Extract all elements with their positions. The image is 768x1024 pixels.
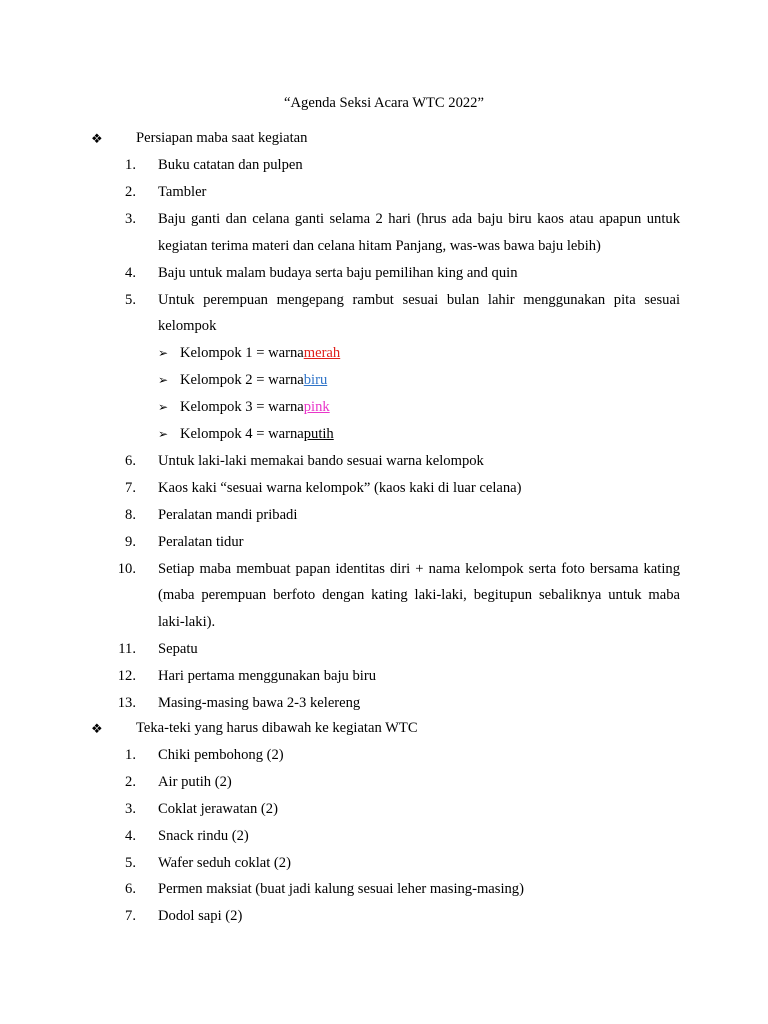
group-label: Kelompok 2 = warna [180,372,304,389]
item-text: Dodol sapi (2) [158,908,243,925]
item-number: 13. [117,695,136,712]
diamond-bullet-icon: ❖ [91,130,103,146]
item-number: 1. [125,747,136,763]
section-heading-text: Teka-teki yang harus dibawah ke kegiatan WTC [136,720,418,736]
item-text: Peralatan tidur [158,533,244,550]
item-text: Snack rindu (2) [158,827,249,844]
group-color-item [90,421,680,448]
item-text: Kaos kaki “sesuai warna kelompok” (kaos kaki di luar celana) [158,479,522,496]
section-heading [90,715,680,742]
list-item [90,206,680,260]
item-text: Sepatu [158,641,198,658]
list-item [90,502,680,529]
list-item [90,287,680,341]
item-number: 2. [125,183,136,200]
arrow-bullet-icon: ➢ [158,373,169,388]
list-item [90,475,680,502]
group-label: Kelompok 1 = warna [180,345,304,362]
item-text: Coklat jerawatan (2) [158,800,278,817]
preparation-list-continued [90,448,680,717]
list-item [90,796,680,823]
list-item [90,529,680,556]
group-color-list [90,340,680,448]
item-number: 7. [125,479,136,496]
item-number: 9. [125,533,136,550]
item-text: Baju ganti dan celana ganti selama 2 hari (hrus ada baju biru kaos atau apapun untuk kegiatan terima materi dan celana hitam Panjang, was-was bawa baju lebih) [158,210,680,254]
group-color-word: merah [303,345,341,362]
item-number: 5. [125,291,136,308]
list-item [90,179,680,206]
item-number: 10. [117,560,136,577]
diamond-bullet-icon: ❖ [91,720,103,736]
item-number: 3. [125,210,136,227]
list-item [90,690,680,717]
item-text: Untuk laki-laki memakai bando sesuai warna kelompok [158,452,484,469]
arrow-bullet-icon: ➢ [158,400,169,415]
group-color-word: putih [303,426,334,443]
group-color-item [90,394,680,421]
item-text: Buku catatan dan pulpen [158,157,303,173]
list-item [90,260,680,287]
item-text: Untuk perempuan mengepang rambut sesuai bulan lahir menggunakan pita sesuai kelompok [158,291,680,335]
preparation-list [90,152,680,340]
arrow-bullet-icon: ➢ [158,427,169,442]
item-text: Setiap maba membuat papan identitas diri + nama kelompok serta foto bersama kating (maba perempuan berfoto dengan kating laki-laki, begitupun sebaliknya untuk maba laki-laki). [158,560,680,631]
item-number: 8. [125,506,136,523]
arrow-bullet-icon: ➢ [158,346,169,361]
list-item [90,663,680,690]
item-number: 12. [117,668,136,685]
list-item [90,876,680,903]
item-text: Permen maksiat (buat jadi kalung sesuai leher masing-masing) [158,881,524,898]
item-text: Air putih (2) [158,773,232,790]
item-text: Tambler [158,183,207,200]
group-color-item [90,367,680,394]
item-number: 3. [125,800,136,817]
item-text: Peralatan mandi pribadi [158,506,298,523]
item-number: 4. [125,827,136,844]
list-item [90,903,680,930]
group-label: Kelompok 3 = warna [180,399,304,416]
list-item [90,448,680,475]
item-number: 1. [125,157,136,173]
group-color-word: biru [303,372,328,389]
section-riddles [90,715,680,930]
document-title: “Agenda Seksi Acara WTC 2022” [284,95,484,111]
item-number: 6. [125,881,136,898]
item-number: 5. [125,854,136,871]
group-label: Kelompok 4 = warna [180,426,304,443]
list-item [90,556,680,637]
group-color-item [90,340,680,367]
riddle-list [90,742,680,930]
item-number: 2. [125,773,136,790]
list-item [90,823,680,850]
section-heading-text: Persiapan maba saat kegiatan [136,130,308,146]
item-text: Chiki pembohong (2) [158,747,284,763]
item-number: 7. [125,908,136,925]
section-heading [90,125,680,152]
item-number: 6. [125,452,136,469]
list-item [90,636,680,663]
section-preparation [90,125,680,717]
item-text: Masing-masing bawa 2-3 kelereng [158,695,361,712]
list-item [90,152,680,179]
group-color-word: pink [303,399,330,416]
list-item [90,850,680,877]
item-text: Baju untuk malam budaya serta baju pemilihan king and quin [158,264,518,281]
item-text: Wafer seduh coklat (2) [158,854,291,871]
item-number: 4. [125,264,136,281]
item-text: Hari pertama menggunakan baju biru [158,668,377,685]
list-item [90,769,680,796]
item-number: 11. [118,641,136,658]
list-item [90,742,680,769]
